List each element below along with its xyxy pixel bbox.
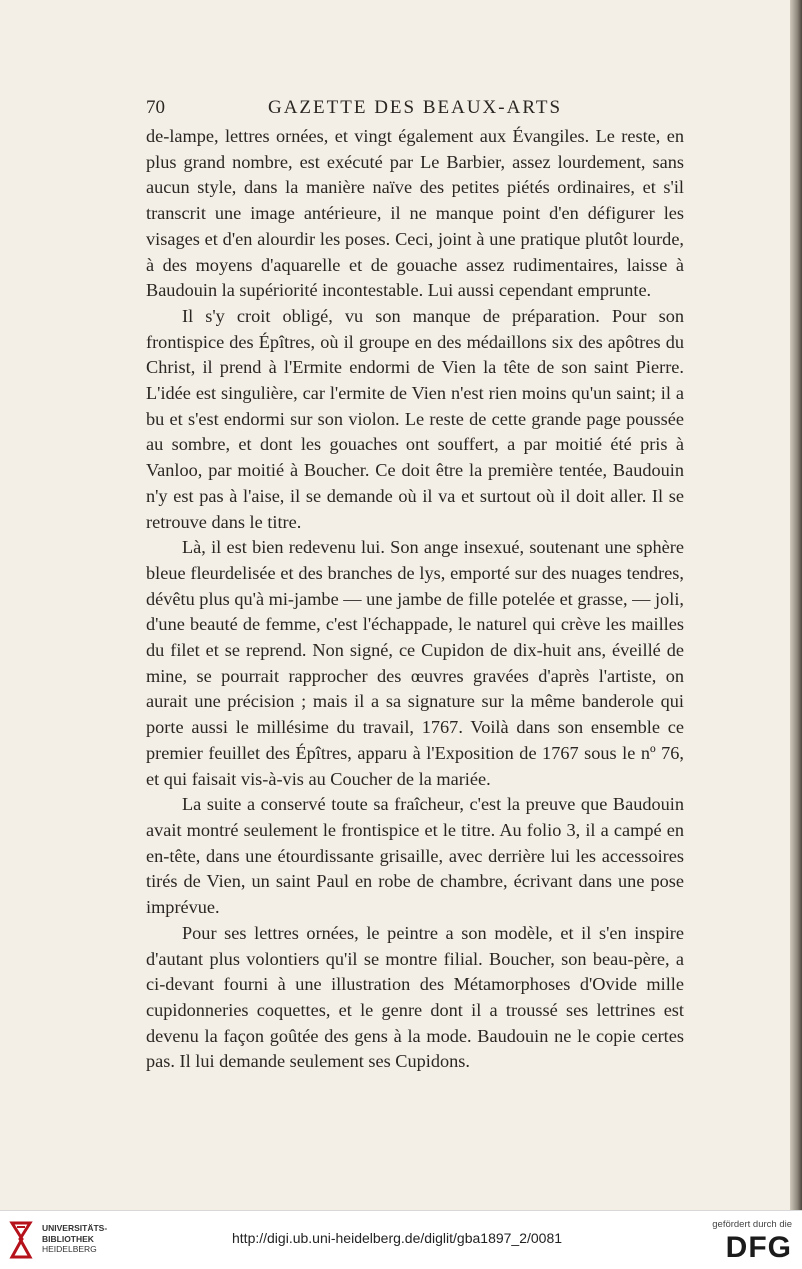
- page-edge: [790, 0, 802, 1210]
- library-logo-icon: [8, 1221, 34, 1259]
- running-title: GAZETTE DES BEAUX-ARTS: [267, 97, 563, 118]
- dfg-logo: DFG: [725, 1231, 792, 1264]
- paragraph-5: Pour ses lettres ornées, le peintre a son modèle, et il s'en inspire d'autant plus volontiers qu'il se montre filial. Boucher, son beau-père, a ci-devant fourni à une illustration des Métamorphoses d'Ovide mille cupidonneries coquettes, et le genre dont il a troussé ses lettrines est devenu la façon goûtée des gens à la mode. Baudouin ne le copie certes pas. Il lui demande seulement ses Cupidons.: [146, 922, 684, 1072]
- paragraph-3: Là, il est bien redevenu lui. Son ange insexué, soutenant une sphère bleue fleurdelisée et des branches de lys, emporté sur des nuages tendres, dévêtu plus qu'à mi-jambe — une jambe de fille potelée et grasse, — joli, d'une beauté de femme, c'est l'échappade, le naturel qui crève les mailles du filet et se reprend. Non signé, ce Cupidon de dix-huit ans, éveillé de mine, se pourrait rapprocher des œuvres gravées d'après l'artiste, on aurait une précision ; mais il a sa signature sur la même banderole qui porte aussi le millésime du travail, 1767. Voilà dans son ensemble ce premier feuillet des Épîtres, apparu à l'Exposition de 1767 sous le nº 76, et qui faisait vis-à-vis au Coucher de la mariée.: [146, 537, 684, 789]
- footer-bar: [0, 1210, 802, 1269]
- library-name: [42, 1223, 107, 1255]
- paragraph-1: de-lampe, lettres ornées, et vingt également aux Évangiles. Le reste, en plus grand nombre, est exécuté par Le Barbier, assez lourdement, sans aucun style, dans la manière naïve des petites piétés ordinaires, et s'il transcrit une image antérieure, il ne manque point d'en défigurer les visages et d'en alourdir les poses. Ceci, joint à une pratique plutôt lourde, à des moyens d'aquarelle et de gouache assez rudimentaires, laisse à Baudouin la supériorité incontestable. Lui aussi cependant emprunte.: [146, 126, 684, 301]
- paragraph-2: Il s'y croit obligé, vu son manque de préparation. Pour son frontispice des Épîtres, où il groupe en des médaillons six des apôtres du Christ, il prend à l'Ermite endormi de Vien la tête de son saint Pierre. L'idée est singulière, car l'ermite de Vien n'est rien moins qu'un saint; il a bu et s'est endormi sur son violon. Le reste de cette grande page poussée au sombre, et dont les gouaches ont souffert, a par moitié été pris à Vanloo, par moitié à Boucher. Ce doit être la première tentée, Baudouin n'y est pas à l'aise, il se demande où il va et surtout où il doit aller. Il se retrouve dans le titre.: [146, 305, 684, 532]
- library-line-1: UNIVERSITÄTS-: [42, 1223, 108, 1233]
- funder: [712, 1219, 792, 1264]
- library-line-3: HEIDELBERG: [42, 1244, 97, 1254]
- paragraph-4: La suite a conservé toute sa fraîcheur, c'est la preuve que Baudouin avait montré seulement le frontispice et le titre. Au folio 3, il a campé en en-tête, dans une étourdissante grisaille, avec derrière lui les accessoires tirés de Vien, un saint Paul en robe de chambre, écrivant dans une pose imprévue.: [146, 794, 684, 918]
- source-url[interactable]: http://digi.ub.uni-heidelberg.de/diglit/gba1897_2/0081: [232, 1230, 563, 1246]
- funded-by-label: gefördert durch die: [712, 1219, 792, 1230]
- page-number: 70: [146, 97, 165, 118]
- library-line-2: BIBLIOTHEK: [42, 1233, 94, 1244]
- body-text: [146, 124, 684, 1075]
